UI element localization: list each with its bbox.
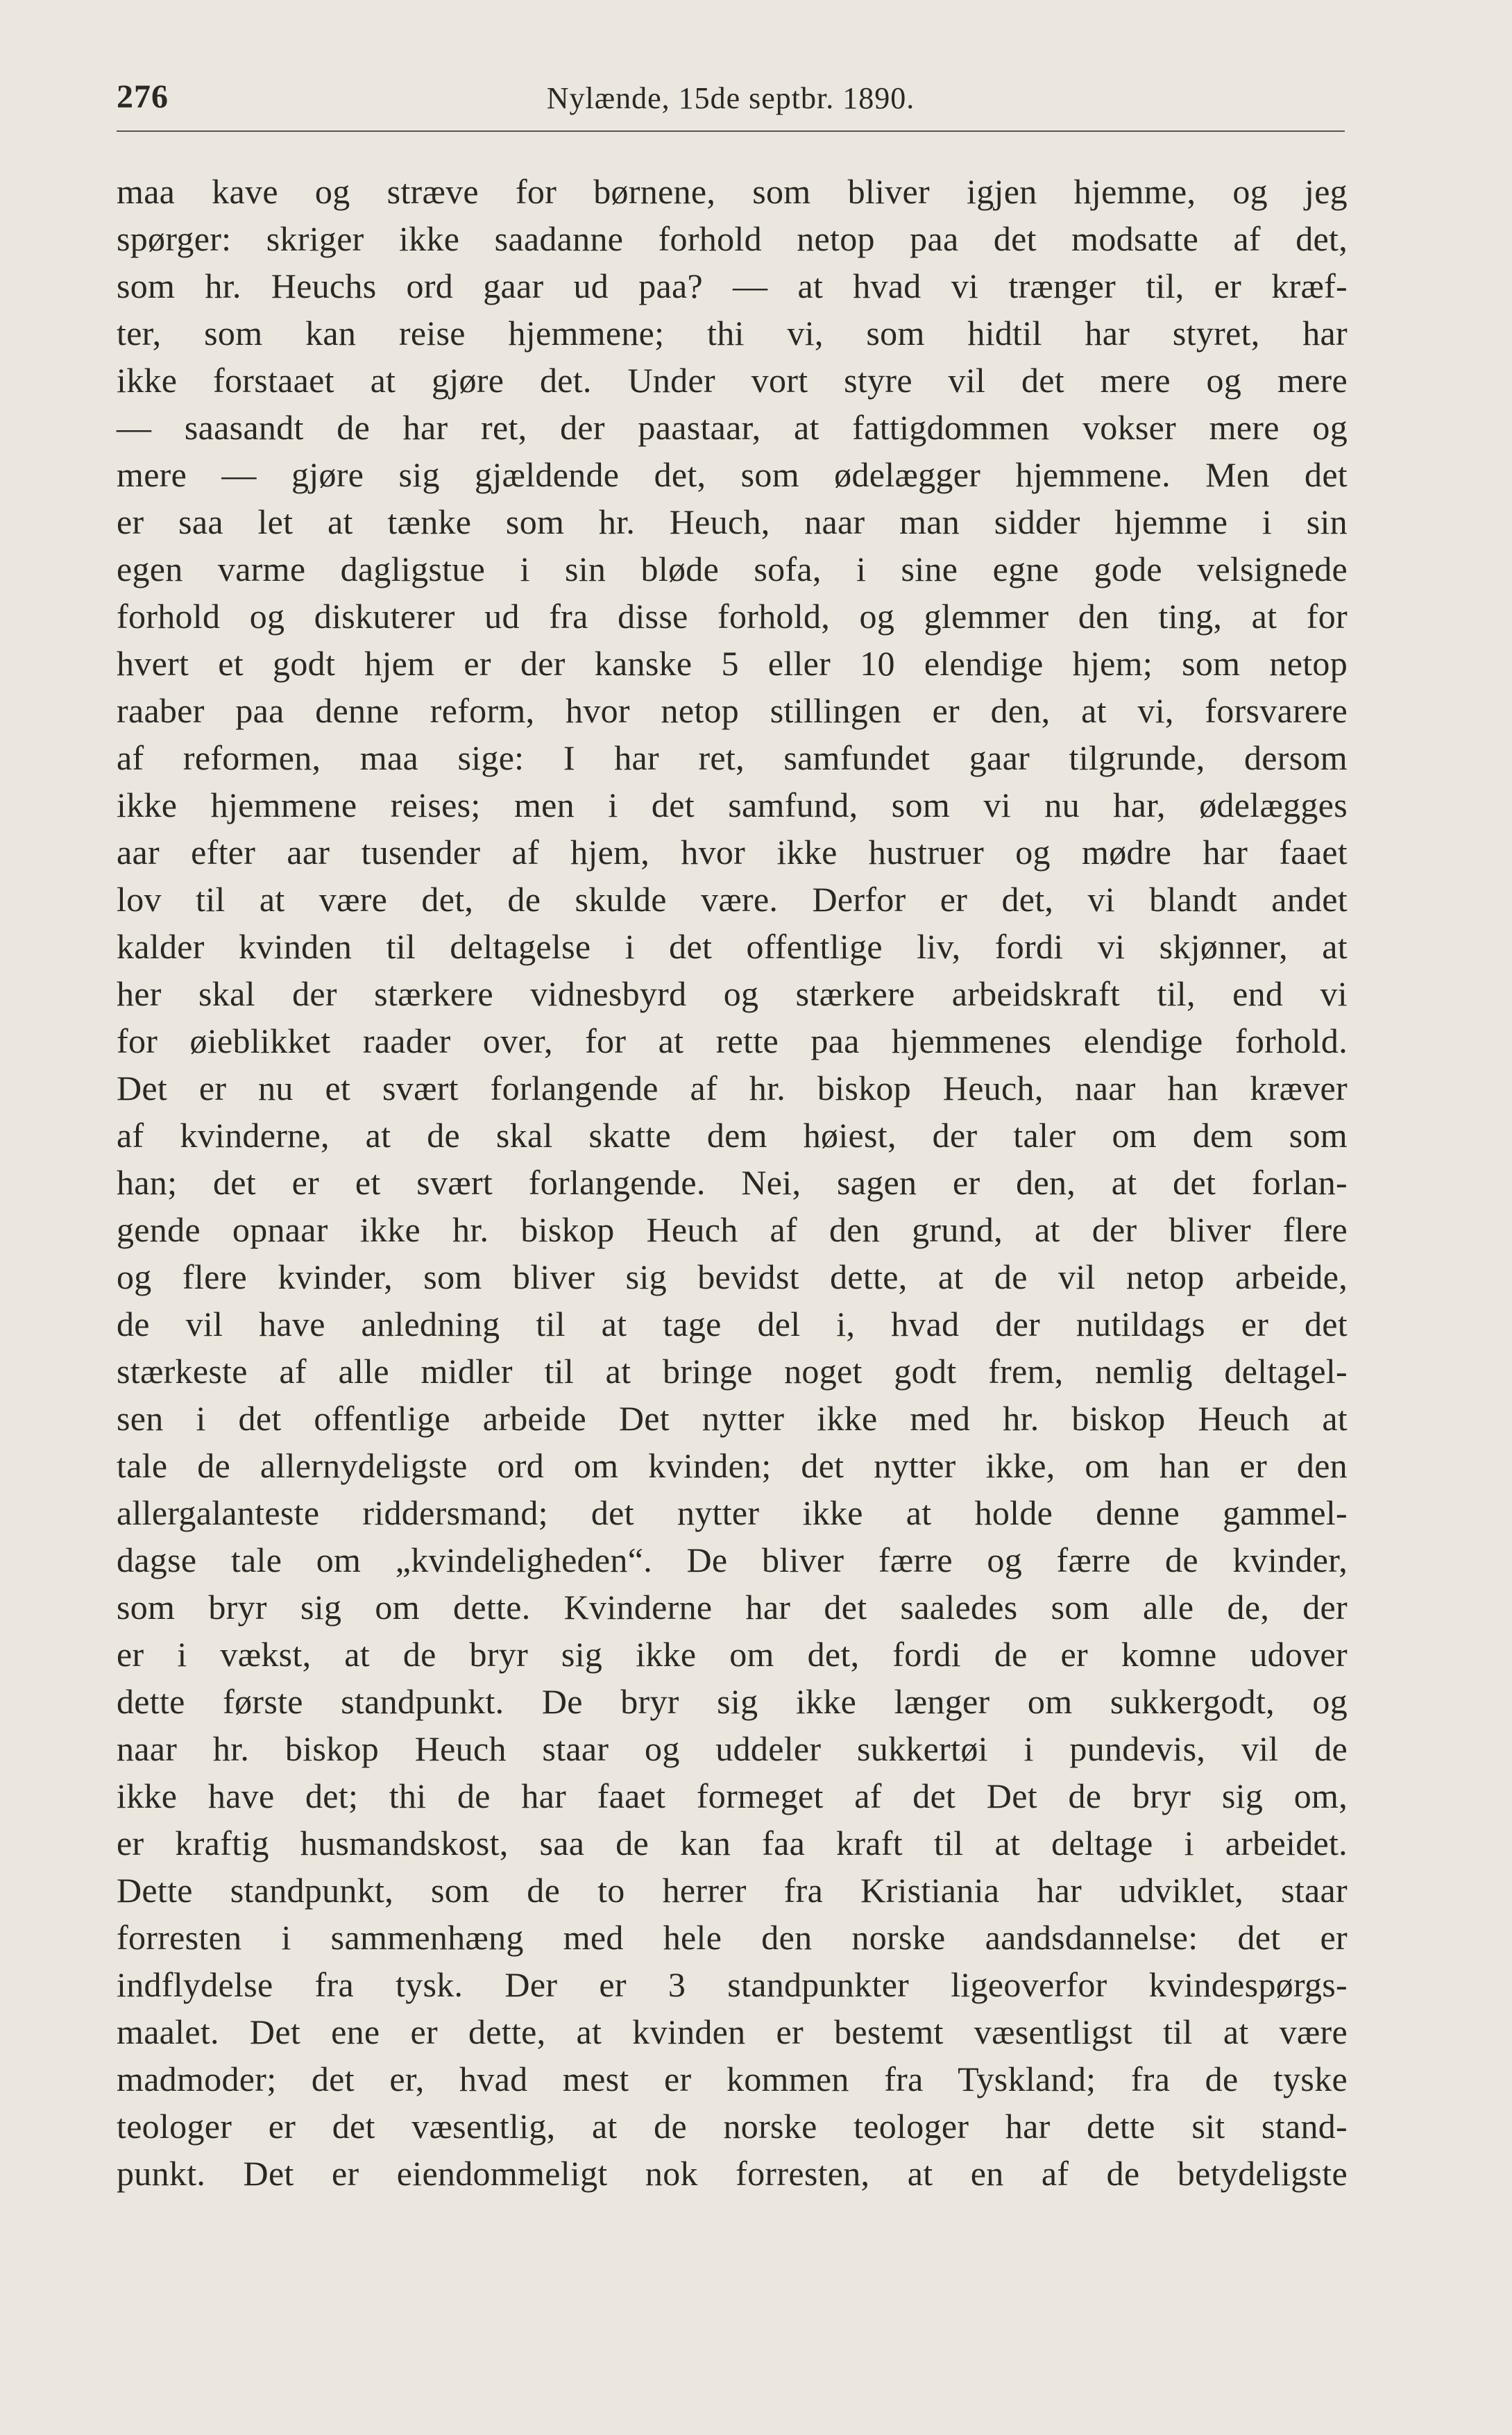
text-line: stærkeste af alle midler til at bringe noget godt frem, nemlig deltagel- [117,1352,1348,1391]
text-line: tale de allernydeligste ord om kvinden; det nytter ikke, om han er den [117,1446,1348,1485]
text-line: her skal der stærkere vidnesbyrd og stærkere arbeidskraft til, end vi [117,974,1348,1013]
text-line: og flere kvinder, som bliver sig bevidst dette, at de vil netop arbeide, [117,1257,1348,1296]
text-line: indflydelse fra tysk. Der er 3 standpunkter ligeoverfor kvindespørgs- [117,1965,1348,2004]
text-line: madmoder; det er, hvad mest er kommen fra Tyskland; fra de tyske [117,2060,1348,2098]
text-line: spørger: skriger ikke saadanne forhold netop paa det modsatte af det, [117,219,1348,258]
text-line: kalder kvinden til deltagelse i det offentlige liv, fordi vi skjønner, at [117,927,1348,966]
text-line: ikke forstaaet at gjøre det. Under vort styre vil det mere og mere [117,361,1348,400]
text-line: maa kave og stræve for børnene, som bliver igjen hjemme, og jeg [117,172,1348,211]
text-line: maalet. Det ene er dette, at kvinden er bestemt væsentligst til at være [117,2012,1348,2051]
text-line: punkt. Det er eiendommeligt nok forresten, at en af de betydeligste [117,2154,1348,2193]
text-line: dette første standpunkt. De bryr sig ikke længer om sukkergodt, og [117,1682,1348,1721]
text-line: allergalanteste riddersmand; det nytter ikke at holde denne gammel- [117,1493,1348,1532]
text-line: egen varme dagligstue i sin bløde sofa, i sine egne gode velsignede [117,550,1348,588]
text-line: raaber paa denne reform, hvor netop stillingen er den, at vi, forsvarere [117,691,1348,730]
body-text [117,168,1348,2197]
text-line: teologer er det væsentlig, at de norske teologer har dette sit stand- [117,2107,1348,2146]
text-line: forhold og diskuterer ud fra disse forhold, og glemmer den ting, at for [117,597,1348,636]
text-line: ter, som kan reise hjemmene; thi vi, som hidtil har styret, har [117,314,1348,353]
text-line: er saa let at tænke som hr. Heuch, naar man sidder hjemme i sin [117,502,1348,541]
text-line: for øieblikket raader over, for at rette paa hjemmenes elendige forhold. [117,1021,1348,1060]
text-line: forresten i sammenhæng med hele den norske aandsdannelse: det er [117,1918,1348,1957]
text-line: Dette standpunkt, som de to herrer fra Kristiania har udviklet, staar [117,1871,1348,1910]
text-line: af kvinderne, at de skal skatte dem høiest, der taler om dem som [117,1116,1348,1155]
text-line: han; det er et svært forlangende. Nei, sagen er den, at det forlan- [117,1163,1348,1202]
text-line: sen i det offentlige arbeide Det nytter ikke med hr. biskop Heuch at [117,1399,1348,1438]
text-line: som bryr sig om dette. Kvinderne har det saaledes som alle de, der [117,1588,1348,1627]
text-line: som hr. Heuchs ord gaar ud paa? — at hvad vi trænger til, er kræf- [117,266,1348,305]
text-line: aar efter aar tusender af hjem, hvor ikke hustruer og mødre har faaet [117,833,1348,872]
text-line: hvert et godt hjem er der kanske 5 eller 10 elendige hjem; som netop [117,644,1348,683]
text-line: Det er nu et svært forlangende af hr. biskop Heuch, naar han kræver [117,1069,1348,1108]
text-line: naar hr. biskop Heuch staar og uddeler sukkertøi i pundevis, vil de [117,1729,1348,1768]
text-line: er i vækst, at de bryr sig ikke om det, fordi de er komne udover [117,1635,1348,1674]
text-line: er kraftig husmandskost, saa de kan faa kraft til at deltage i arbeidet. [117,1824,1348,1863]
text-line: gende opnaar ikke hr. biskop Heuch af den grund, at der bliver flere [117,1210,1348,1249]
text-line: lov til at være det, de skulde være. Derfor er det, vi blandt andet [117,880,1348,919]
text-line: ikke have det; thi de har faaet formeget af det Det de bryr sig om, [117,1776,1348,1815]
running-head: Nylænde, 15de septbr. 1890. [546,81,915,115]
text-line: de vil have anledning til at tage del i, hvad der nutildags er det [117,1305,1348,1343]
text-line: mere — gjøre sig gjældende det, som ødelægger hjemmene. Men det [117,455,1348,494]
page-number: 276 [117,78,169,115]
text-line: ikke hjemmene reises; men i det samfund, som vi nu har, ødelægges [117,786,1348,824]
page-header [117,75,1345,132]
text-line: — saasandt de har ret, der paastaar, at fattigdommen vokser mere og [117,408,1348,447]
text-line: dagse tale om „kvindeligheden“. De bliver færre og færre de kvinder, [117,1541,1348,1579]
text-line: af reformen, maa sige: I har ret, samfundet gaar tilgrunde, dersom [117,738,1348,777]
